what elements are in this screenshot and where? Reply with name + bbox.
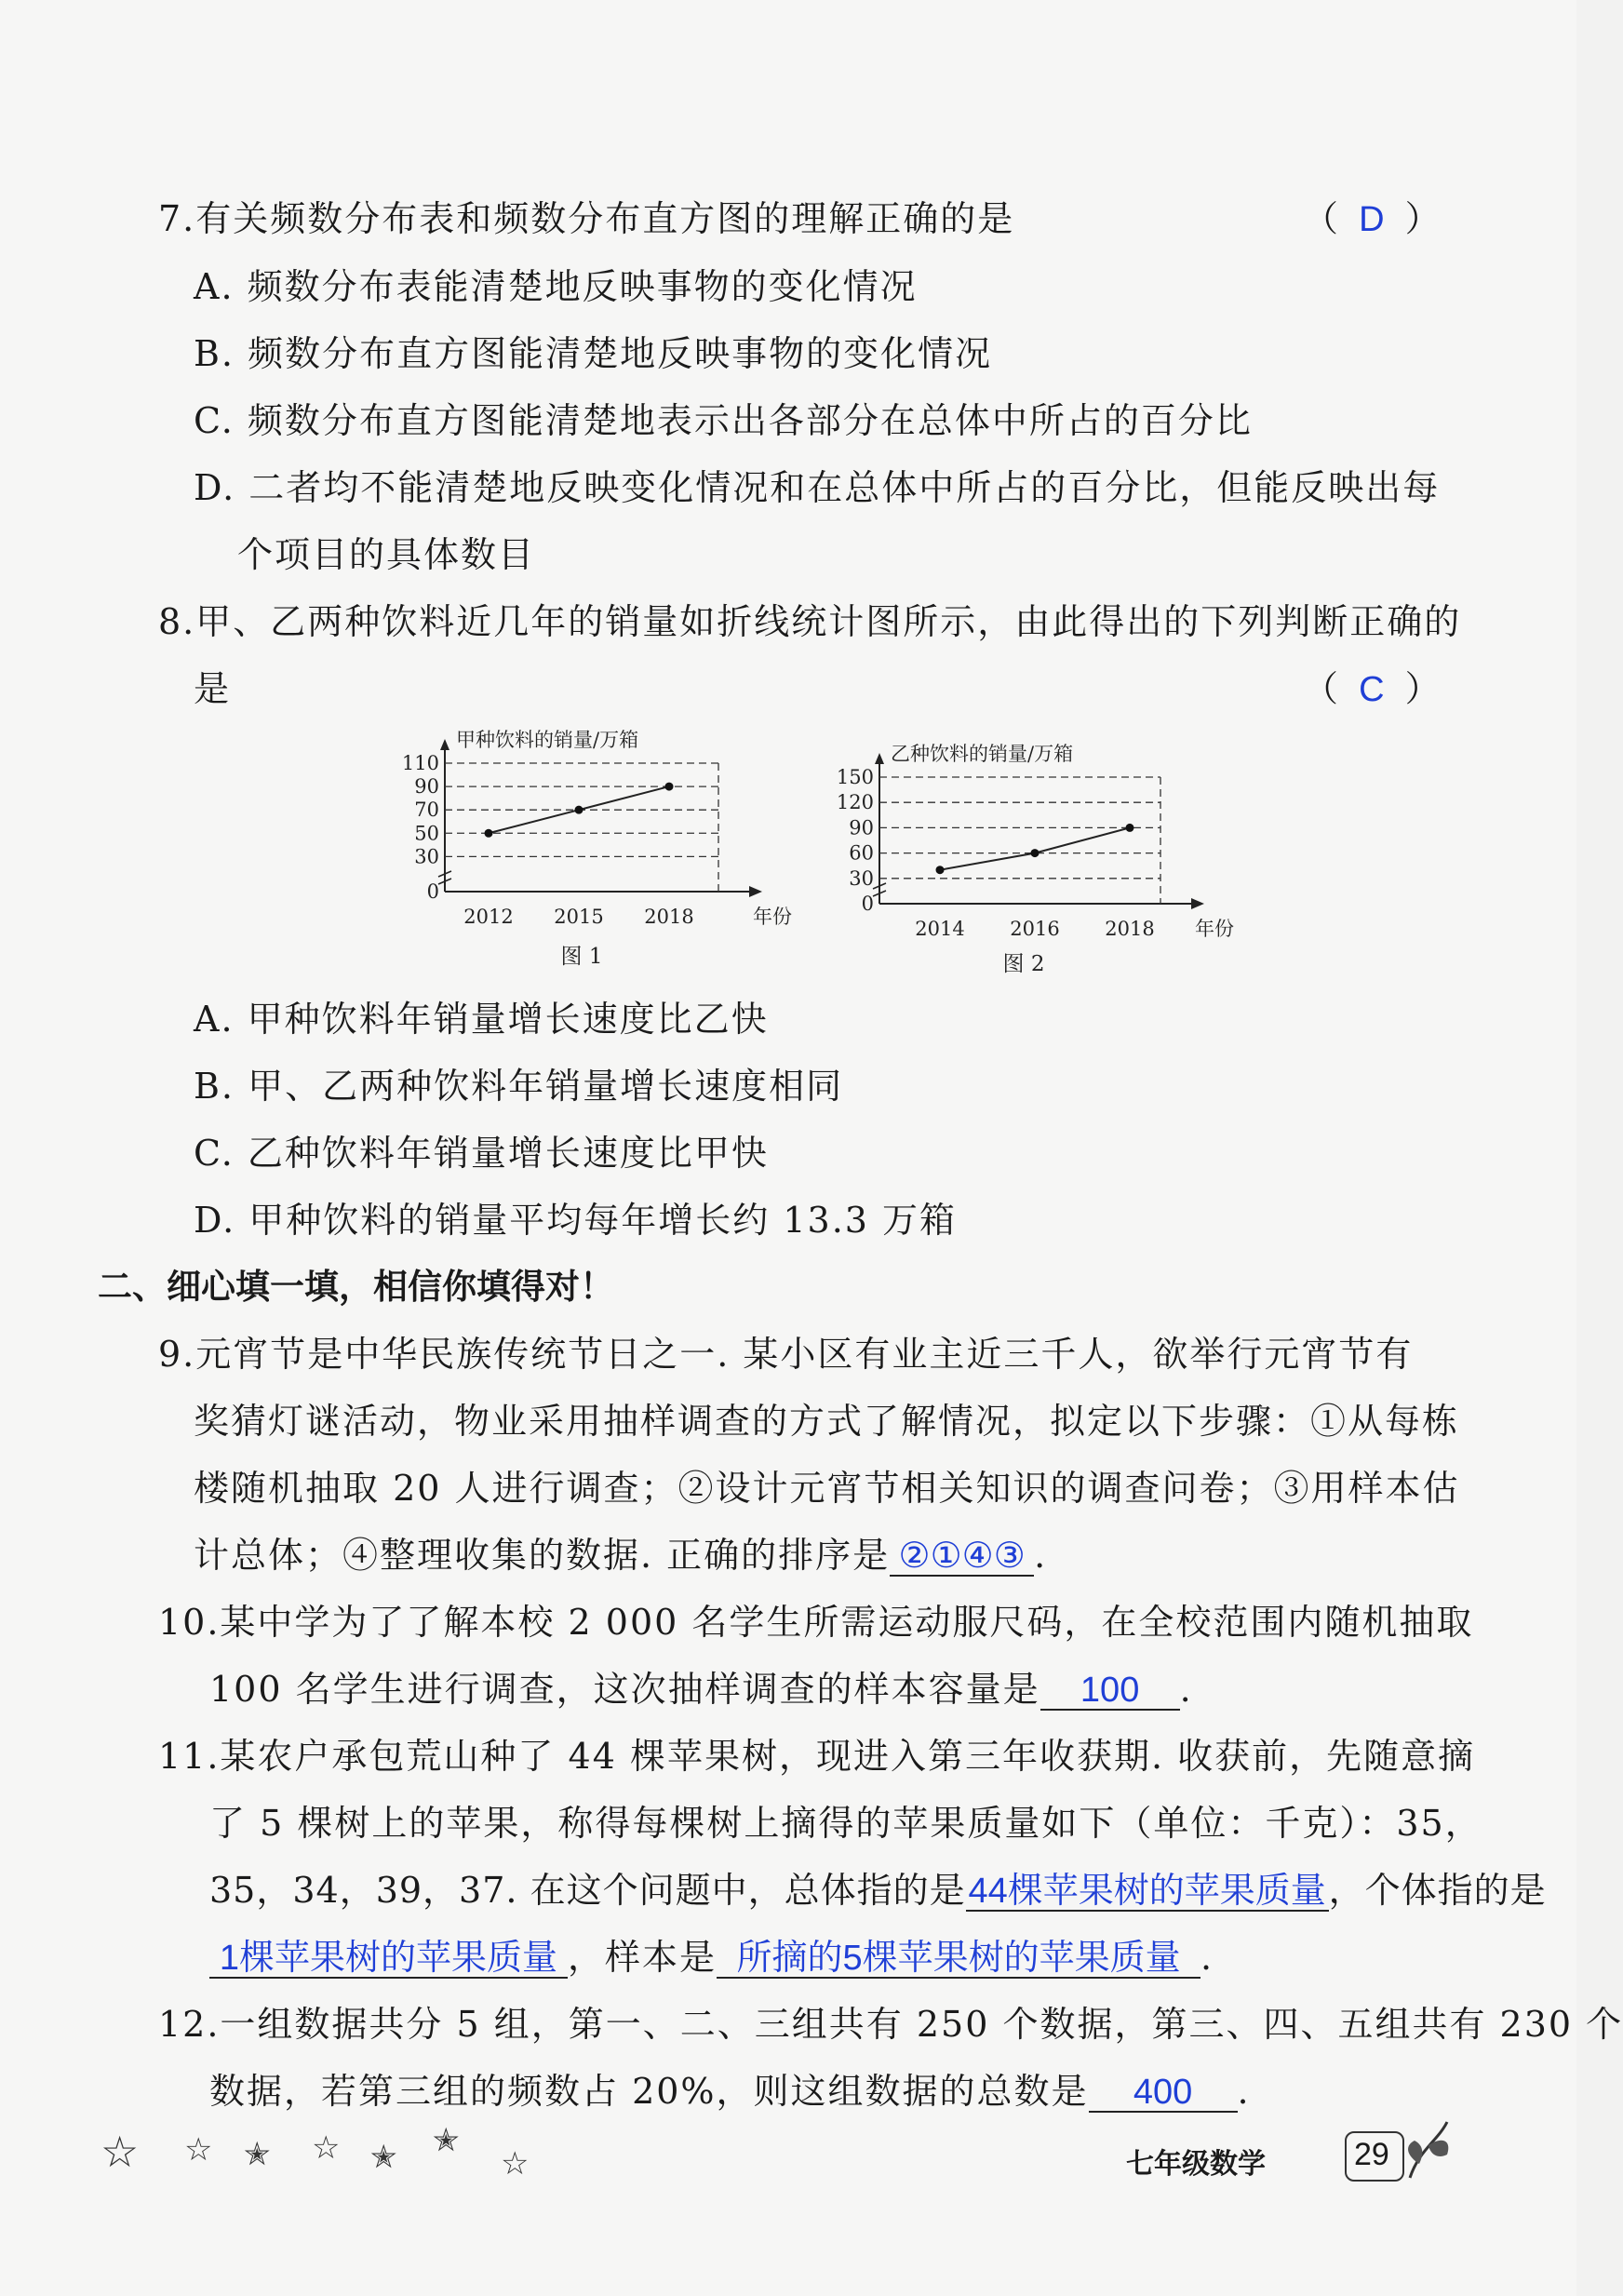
q11-line-1: 11.某农户承包荒山种了 44 棵苹果树，现进入第三年收获期. 收获前，先随意摘 (158, 1736, 1476, 1777)
q11-answer-sample: 所摘的5棵苹果树的苹果质量 (717, 1940, 1200, 1979)
x-tick-label: 2012 (463, 906, 514, 928)
q11-answer-individual: 1棵苹果树的苹果质量 (209, 1940, 568, 1979)
data-point (665, 783, 674, 791)
y-tick-label: 150 (836, 766, 874, 788)
q9-line-4: 计总体；④整理收集的数据. 正确的排序是 ②①④③ . (194, 1535, 1048, 1576)
q9-line-3: 楼随机抽取 20 人进行调查；②设计元宵节相关知识的调查问卷；③用样本估 (194, 1468, 1460, 1509)
q8-stem-cont: 是 (194, 668, 232, 709)
y-tick-label: 90 (849, 816, 874, 839)
star-icon: ☆ (184, 2131, 213, 2168)
y-tick-label: 90 (414, 775, 439, 799)
chart-title: 乙种饮料的销量/万箱 (891, 743, 1074, 765)
y-tick-label: 120 (836, 791, 874, 814)
q8-answer-paren: （ C ） (1303, 668, 1441, 709)
chart-yi-sales (833, 740, 1233, 987)
q10-line-1: 10.某中学为了了解本校 2 000 名学生所需运动服尺码，在全校范围内随机抽取 (158, 1602, 1474, 1643)
y-tick-label: 50 (414, 822, 439, 845)
q7-option-a: A. 频数分布表能清楚地反映事物的变化情况 (194, 266, 918, 307)
q11-answer-population: 44棵苹果树的苹果质量 (966, 1873, 1329, 1912)
y-tick-label: 110 (401, 752, 439, 774)
chart-caption: 图 2 (1002, 952, 1045, 976)
q7-answer: D (1359, 200, 1385, 239)
x-tick-label: 2018 (644, 906, 694, 928)
q12-line-2: 数据，若第三组的频数占 20%，则这组数据的总数是 400 . (209, 2071, 1251, 2112)
x-axis-label: 年份 (753, 906, 792, 928)
x-tick-label: 2015 (554, 906, 604, 928)
x-tick-label: 2014 (915, 918, 965, 940)
q8-option-d: D. 甲种饮料的销量平均每年增长约 13.3 万箱 (194, 1200, 958, 1241)
q7-option-d: D. 二者均不能清楚地反映变化情况和在总体中所占的百分比，但能反映出每 (194, 467, 1441, 508)
chart-jia-sales (391, 726, 792, 982)
data-point (936, 866, 945, 874)
y-tick-label: 0 (426, 880, 439, 903)
star-icon: ☆ (101, 2127, 140, 2177)
star-icon: ✭ (244, 2136, 271, 2173)
x-tick-label: 2018 (1105, 918, 1155, 940)
star-icon: ☆ (501, 2145, 530, 2182)
star-icon: ✭ (370, 2139, 397, 2176)
data-point (1126, 824, 1134, 832)
q9-line-2: 奖猜灯谜活动，物业采用抽样调查的方式了解情况，拟定以下步骤：①从每栋 (194, 1401, 1460, 1442)
section-2-title: 二、细心填一填，相信你填得对！ (98, 1267, 614, 1307)
footer-book-title: 七年级数学 (1126, 2148, 1266, 2181)
leaf-decoration-icon (1401, 2113, 1456, 2187)
q7-option-d-cont: 个项目的具体数目 (237, 534, 536, 575)
q8-stem: 8.甲、乙两种饮料近几年的销量如折线统计图所示，由此得出的下列判断正确的 (158, 601, 1462, 642)
y-tick-label: 30 (414, 845, 439, 868)
y-axis-arrow (440, 739, 449, 750)
q7-answer-paren: （ D ） (1303, 198, 1441, 239)
y-tick-label: 0 (861, 893, 874, 915)
q8-answer: C (1359, 670, 1385, 709)
series-line (940, 827, 1130, 869)
q11-line-3: 35，34，39，37. 在这个问题中，总体指的是44棵苹果树的苹果质量，个体指的是 (209, 1870, 1547, 1911)
q8-option-a: A. 甲种饮料年销量增长速度比乙快 (194, 999, 769, 1040)
y-tick-label: 30 (849, 866, 874, 890)
chart-caption: 图 1 (560, 945, 603, 969)
q9-line-1: 9.元宵节是中华民族传统节日之一. 某小区有业主近三千人，欲举行元宵节有 (158, 1334, 1414, 1375)
q7-stem: 7.有关频数分布表和频数分布直方图的理解正确的是 (158, 198, 1015, 239)
page-number: 29 (1354, 2137, 1389, 2172)
star-icon: ✭ (433, 2122, 460, 2159)
x-tick-label: 2016 (1010, 918, 1060, 940)
data-point (575, 806, 583, 814)
x-axis-label: 年份 (1195, 918, 1234, 940)
y-tick-label: 70 (414, 799, 439, 822)
data-point (1031, 849, 1040, 857)
data-point (485, 829, 493, 838)
q8-option-c: C. 乙种饮料年销量增长速度比甲快 (194, 1133, 769, 1174)
q7-option-b: B. 频数分布直方图能清楚地反映事物的变化情况 (194, 333, 993, 374)
x-axis-arrow (749, 886, 762, 897)
star-icon: ☆ (312, 2129, 341, 2167)
q8-option-b: B. 甲、乙两种饮料年销量增长速度相同 (194, 1066, 844, 1107)
q10-answer: 100 (1040, 1672, 1180, 1711)
x-axis-arrow (1191, 898, 1204, 909)
q11-line-2: 了 5 棵树上的苹果，称得每棵树上摘得的苹果质量如下（单位：千克）：35， (209, 1803, 1482, 1844)
q11-line-4: 1棵苹果树的苹果质量 ，样本是 所摘的5棵苹果树的苹果质量 . (209, 1936, 1214, 1979)
q12-answer: 400 (1089, 2074, 1238, 2113)
q10-line-2: 100 名学生进行调查，这次抽样调查的样本容量是 100 . (209, 1669, 1193, 1710)
y-tick-label: 60 (849, 841, 874, 865)
q9-answer: ②①④③ (890, 1537, 1034, 1577)
q12-line-1: 12.一组数据共分 5 组，第一、二、三组共有 250 个数据，第三、四、五组共有 230 个 (158, 2004, 1623, 2045)
y-axis-arrow (875, 753, 884, 764)
q7-option-c: C. 频数分布直方图能清楚地表示出各部分在总体中所占的百分比 (194, 400, 1253, 441)
chart-title: 甲种饮料的销量/万箱 (456, 729, 639, 751)
